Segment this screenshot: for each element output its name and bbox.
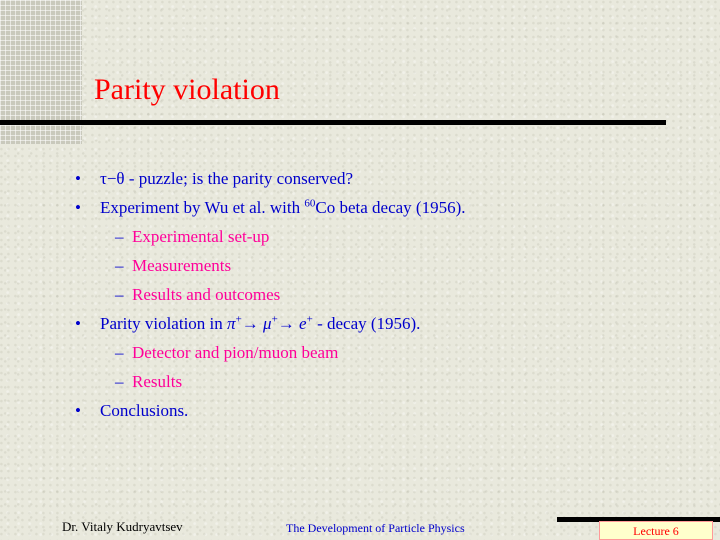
list-item (75, 197, 695, 226)
footer-author: Dr. Vitaly Kudryavtsev (62, 519, 183, 534)
slide-title: Parity violation (94, 73, 280, 106)
pion-symbol: π (227, 314, 236, 333)
bullet-icon: • (75, 169, 81, 188)
list-item-text (100, 198, 466, 217)
dash-icon: – (115, 372, 124, 391)
bullet-icon: • (75, 198, 81, 217)
list-item-label: Co beta decay (1956). (315, 198, 466, 217)
muon-symbol: μ (263, 314, 272, 333)
tau-theta-symbol: τ−θ (100, 169, 125, 188)
list-item-text (100, 169, 353, 188)
list-item (75, 168, 695, 197)
list-subitem (75, 342, 695, 371)
list-subitem-label: Detector and pion/muon beam (132, 343, 339, 362)
positron-symbol: e (299, 314, 307, 333)
charge-superscript: + (235, 313, 242, 326)
list-subitem-label: Results (132, 372, 183, 391)
list-subitem (75, 255, 695, 284)
list-item-label: - puzzle; is the parity conserved? (124, 169, 354, 188)
list-item-text (100, 314, 420, 333)
list-subitem-label: Measurements (132, 256, 232, 275)
isotope-superscript: 60 (304, 197, 316, 210)
list-subitem (75, 226, 695, 255)
list-subitem-label: Results and outcomes (132, 285, 281, 304)
lecture-badge: Lecture 6 (599, 521, 713, 540)
list-item-label: Parity violation in (100, 314, 228, 333)
charge-superscript: + (306, 313, 313, 326)
footer-course-title: The Development of Particle Physics (286, 521, 465, 535)
arrow-icon: → (277, 314, 295, 333)
dash-icon: – (115, 256, 124, 275)
dash-icon: – (115, 285, 124, 304)
list-subitem (75, 284, 695, 313)
title-divider (0, 120, 666, 125)
list-item-label: - decay (1956). (312, 314, 421, 333)
list-subitem-label: Experimental set-up (132, 227, 270, 246)
bullet-icon: • (75, 314, 81, 333)
list-item (75, 313, 695, 342)
dash-icon: – (115, 227, 124, 246)
bullet-icon: • (75, 401, 81, 420)
list-subitem (75, 371, 695, 400)
dash-icon: – (115, 343, 124, 362)
charge-superscript: + (271, 313, 278, 326)
arrow-icon: → (241, 314, 259, 333)
bullet-list (75, 168, 695, 429)
list-item-label: Conclusions. (100, 401, 189, 420)
list-item-label: Experiment by Wu et al. with (100, 198, 305, 217)
list-item (75, 400, 695, 429)
